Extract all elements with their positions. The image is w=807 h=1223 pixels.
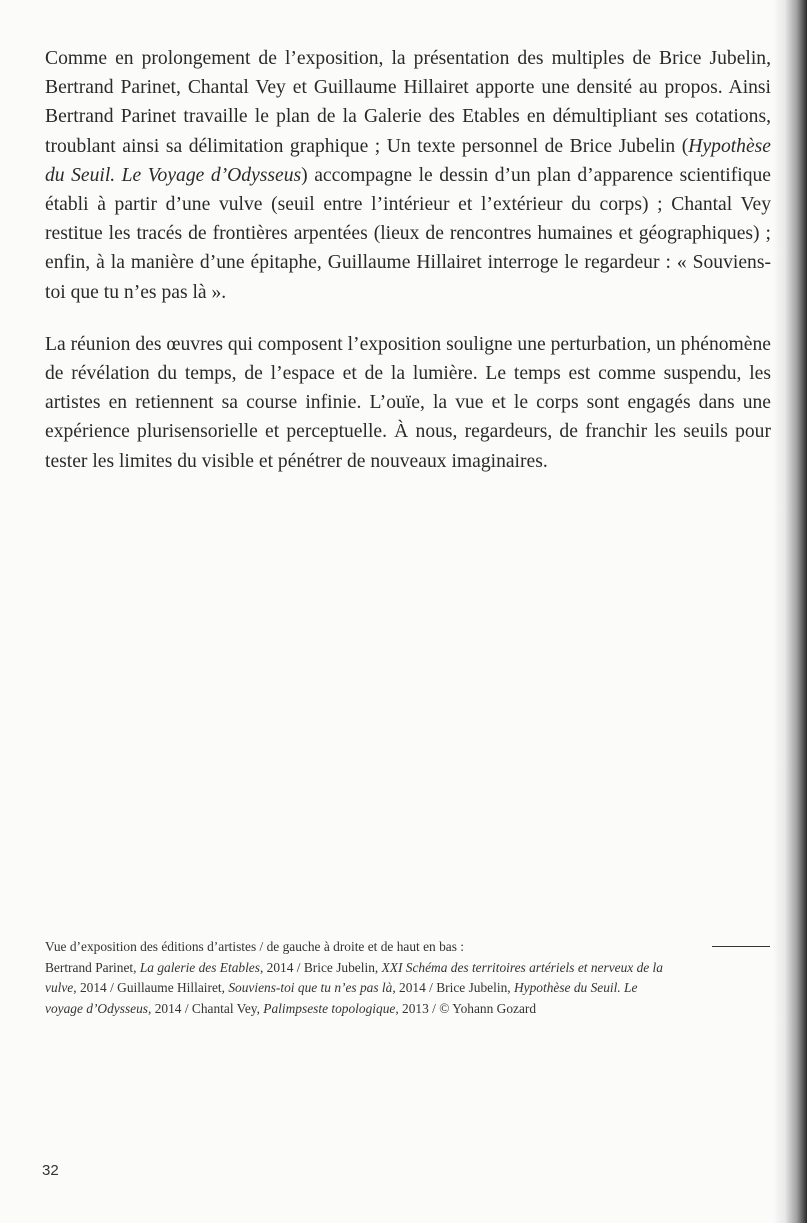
book-spine-shadow [773,0,807,1223]
caption-part: , 2014 / Guillaume Hillairet, [73,980,229,995]
caption-title: Souviens-toi que tu n’es pas là [228,980,393,995]
caption-heading: Vue d’exposition des éditions d’artistes / de gauche à droite et de haut en bas : [45,939,465,954]
image-caption [45,937,675,1019]
caption-rule [712,946,770,947]
page-number: 32 [42,1162,59,1179]
body-text [45,44,771,499]
caption-part: , 2014 / Chantal Vey, [148,1000,264,1016]
paragraph-1-part: Comme en prolongement de l’exposition, la présentation des multiples de Brice Jubelin, Bertrand Parinet, Chantal Vey et Guillaume Hillairet apporte une densité au propos. Ainsi Bertrand Parinet travaille le plan de la Galerie des Etables en démultipliant ses cotations, troublant ainsi sa délimitation graphique ; Un texte personnel de Brice Jubelin ( [45,48,771,157]
paragraph-1-part: ) accompagne le dessin d’un plan d’apparence scientifique établi à partir d’une vulve (seuil entre l’intérieur et l’extérieur du corps) ; Chantal Vey restitue les tracés de frontières arpentées (lieux de rencontres humaines et géographiques) ; enfin, à la manière d’une épitaphe, Guillaume Hillairet interroge le regardeur : « Souviens-toi que tu n’es pas là ». [45,164,771,303]
caption-part: Bertrand Parinet, [45,959,140,975]
caption-title: Palimpseste topologique [263,1000,396,1016]
caption-part: , 2013 / © Yohann Gozard [395,1000,537,1016]
caption-title: XXI Schéma des territoires artériels et nerveux de la vulve [45,959,663,995]
caption-credits [45,958,675,1020]
paragraph-2 [45,330,771,476]
paragraph-1 [45,44,771,307]
caption-title: Hypothèse du Seuil. Le voyage d’Odysseus [45,980,638,1016]
paragraph-2-part: La réunion des œuvres qui composent l’exposition souligne une perturbation, un phénomène de révélation du temps, de l’espace et de la lumière. Le temps est comme suspendu, les artistes en retiennent sa course infinie. L’ouïe, la vue et le corps sont engagés dans une expérience plurisensorielle et perceptuelle. À nous, regardeurs, de franchir les seuils pour tester les limites du visible et pénétrer de nouveaux imaginaires. [45,333,771,472]
caption-part: , 2014 / Brice Jubelin, [259,959,382,975]
caption-part: , 2014 / Brice Jubelin, [392,980,514,995]
caption-title: La galerie des Etables [139,959,260,975]
paragraph-1-title: Hypothèse du Seuil. Le Voyage d’Odysseus [45,135,771,186]
